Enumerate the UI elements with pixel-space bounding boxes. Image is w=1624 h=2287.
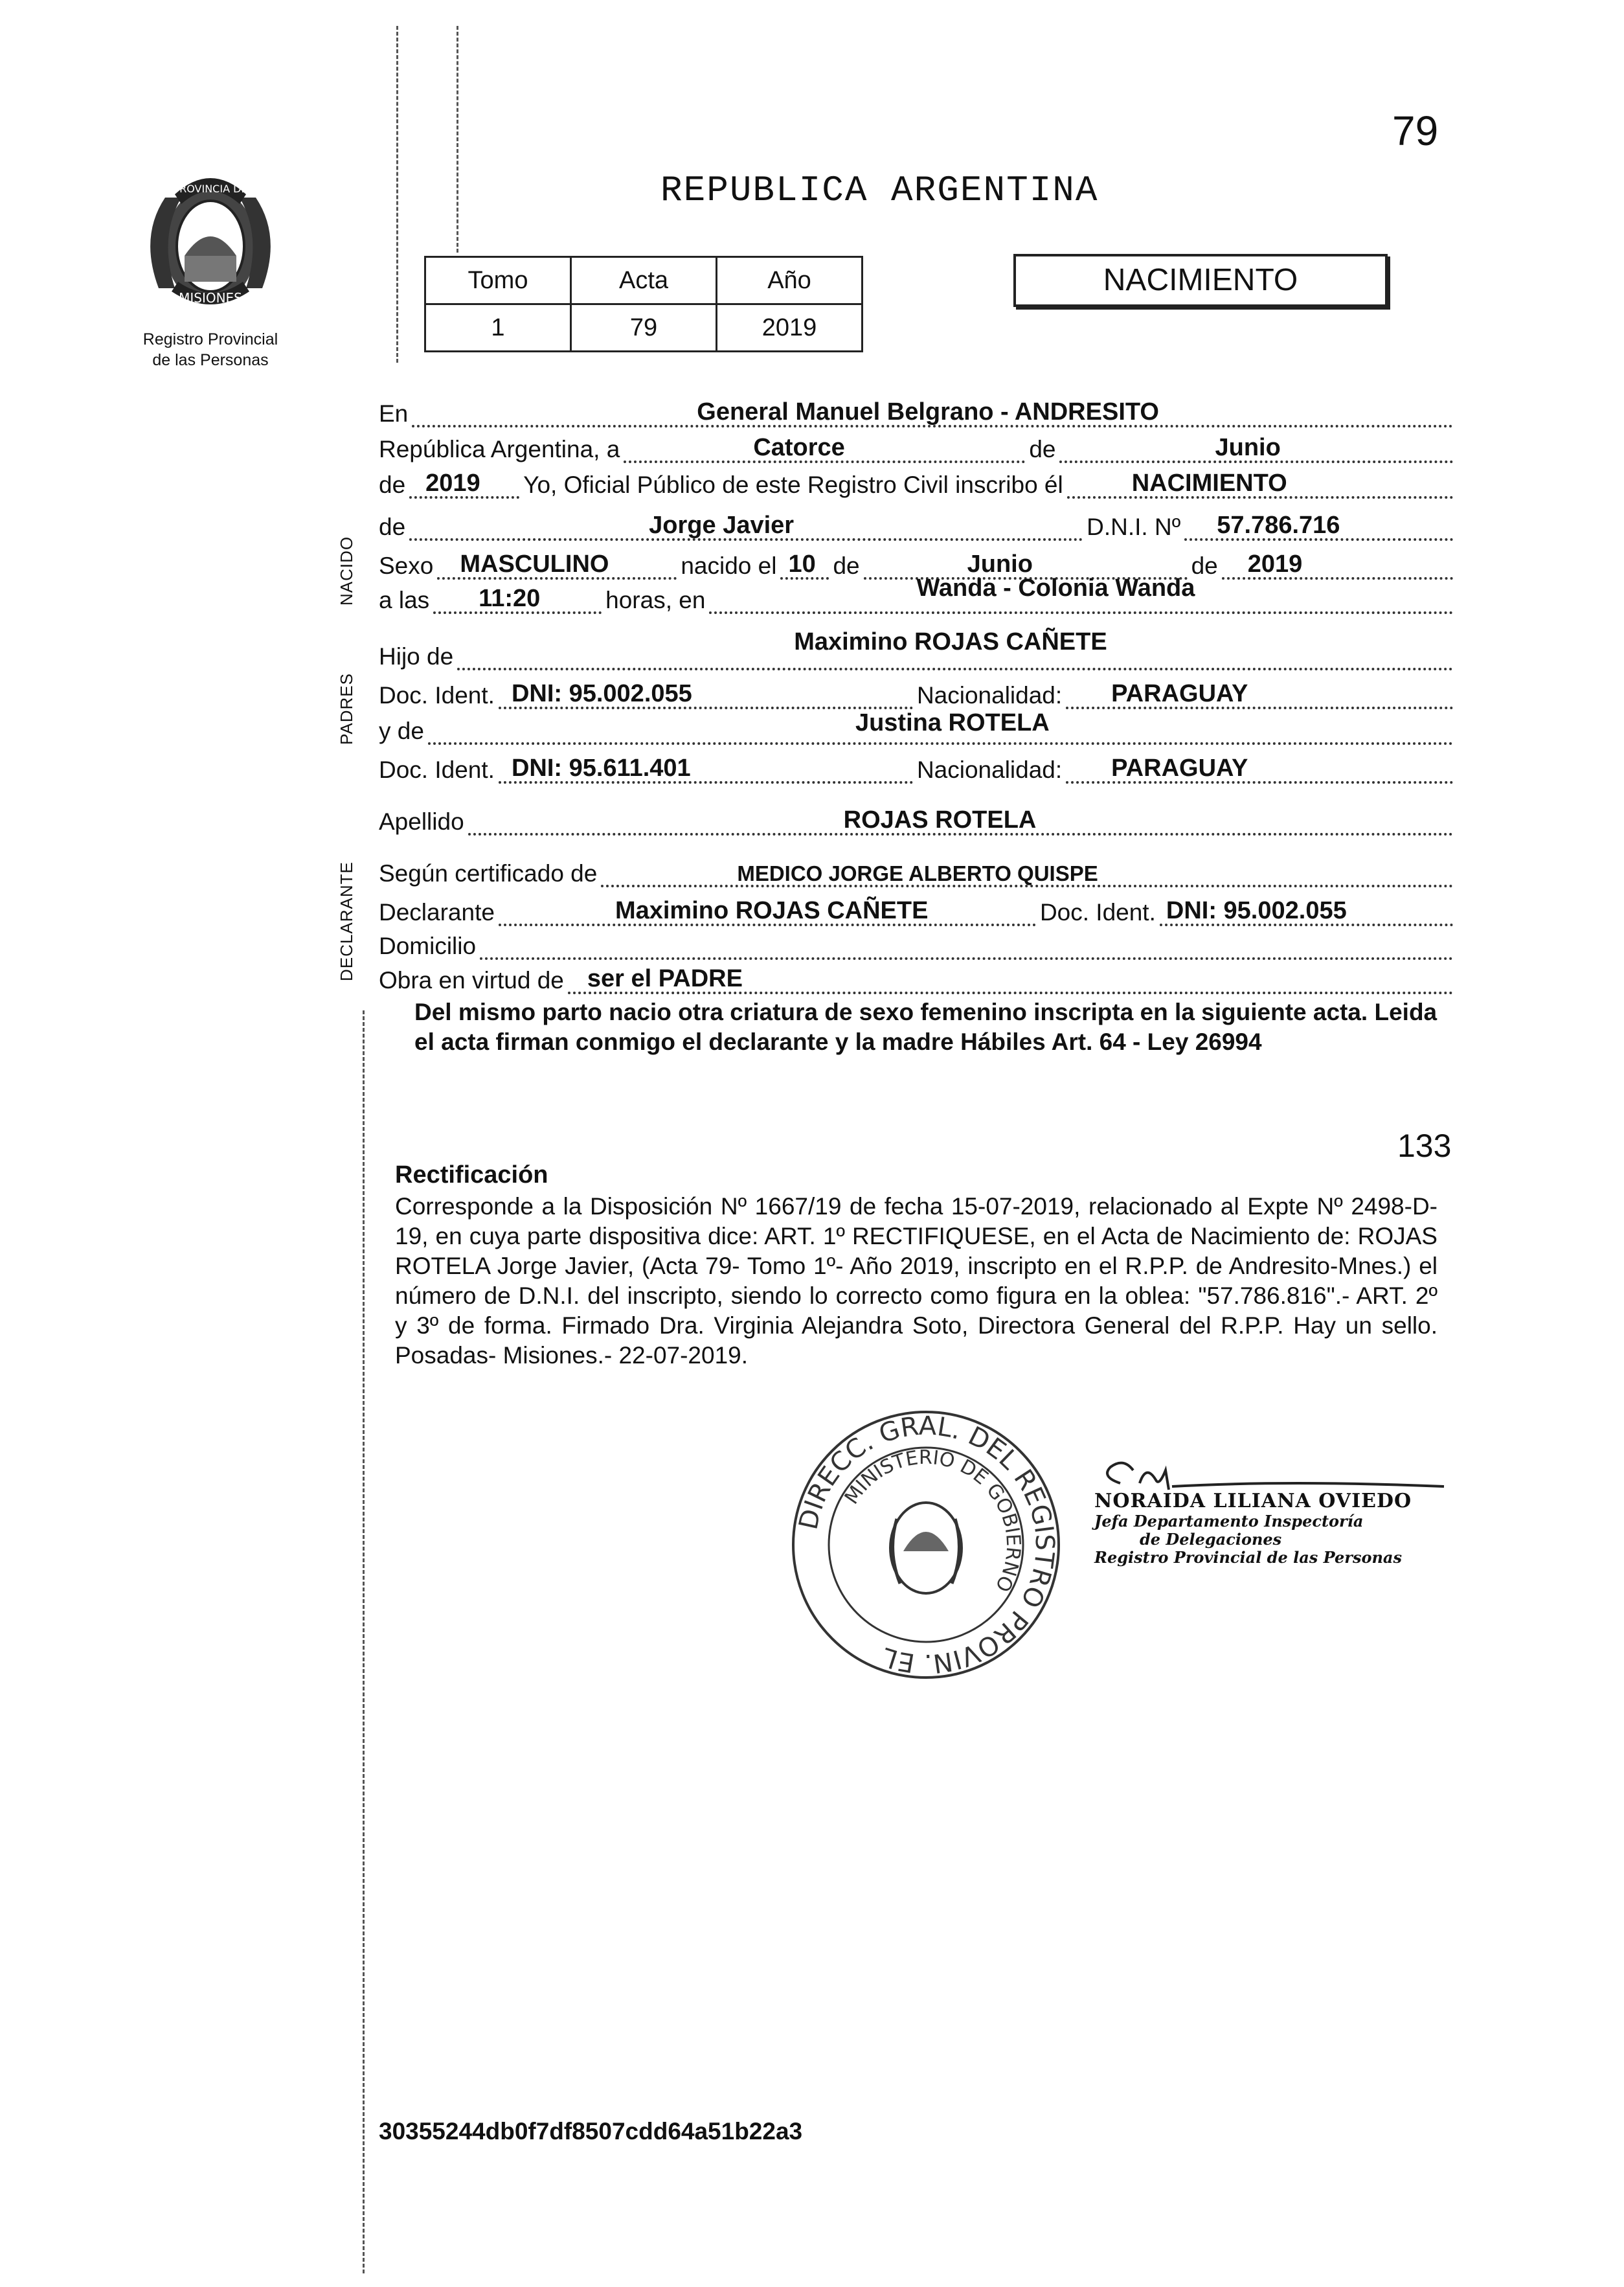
signer-name: NORAIDA LILIANA OVIEDO bbox=[1094, 1490, 1412, 1512]
field-name: Jorge Javier bbox=[649, 512, 795, 539]
field-certificado: MEDICO JORGE ALBERTO QUISPE bbox=[737, 861, 1098, 885]
side-label-padres: PADRES bbox=[337, 673, 356, 745]
row-declarante: Declarante Maximino ROJAS CAÑETE Doc. Ident. DNI: 95.002.055 bbox=[379, 894, 1457, 926]
svg-text:MISIONES: MISIONES bbox=[179, 290, 242, 306]
margin-line-left bbox=[363, 1010, 365, 2273]
field-obra: ser el PADRE bbox=[587, 965, 743, 992]
margin-line-top-2 bbox=[457, 26, 458, 253]
field-apellido: ROJAS ROTELA bbox=[843, 806, 1037, 834]
svg-text:PROVINCIA DE: PROVINCIA DE bbox=[173, 183, 248, 195]
rectification-number: 133 bbox=[1397, 1128, 1452, 1164]
field-birth-year: 2019 bbox=[1247, 551, 1303, 578]
row-fecha: República Argentina, a Catorce de Junio bbox=[379, 431, 1457, 463]
field-mother-nat: PARAGUAY bbox=[1111, 755, 1248, 782]
field-mother: Justina ROTELA bbox=[855, 709, 1050, 736]
side-label-declarante: DECLARANTE bbox=[337, 861, 356, 981]
logo-label: Registro Provincial de las Personas bbox=[142, 330, 278, 369]
coat-of-arms-icon bbox=[113, 159, 308, 321]
registry-table bbox=[424, 256, 863, 352]
field-father-nat: PARAGUAY bbox=[1111, 680, 1248, 707]
header-ano: Año bbox=[717, 257, 863, 304]
field-declarante: Maximino ROJAS CAÑETE bbox=[615, 897, 929, 924]
row-domicilio: Domicilio bbox=[379, 927, 1457, 960]
value-tomo: 1 bbox=[425, 304, 571, 352]
field-year: 2019 bbox=[425, 470, 480, 497]
row-hora: a las 11:20 horas, en Wanda - Colonia Wanda bbox=[379, 582, 1457, 614]
field-sexo: MASCULINO bbox=[460, 551, 609, 578]
field-birth-place: Wanda - Colonia Wanda bbox=[916, 575, 1195, 602]
row-segun: Según certificado de MEDICO JORGE ALBERTO QUISPE bbox=[379, 855, 1457, 887]
field-act-type: NACIMIENTO bbox=[1131, 470, 1287, 497]
page-title: REPUBLICA ARGENTINA bbox=[660, 170, 1099, 211]
field-mother-doc: DNI: 95.611.401 bbox=[511, 755, 691, 782]
page-number: 79 bbox=[1392, 108, 1439, 154]
signature-block bbox=[1094, 1490, 1431, 1567]
row-apellido: Apellido ROJAS ROTELA bbox=[379, 803, 1457, 836]
row-year: de 2019 Yo, Oficial Público de este Registro Civil inscribo él NACIMIENTO bbox=[379, 466, 1457, 499]
field-father-doc: DNI: 95.002.055 bbox=[511, 680, 692, 707]
row-sexo: Sexo MASCULINO nacido el 10 de Junio de 2019 bbox=[379, 547, 1457, 580]
field-dni: 57.786.716 bbox=[1217, 512, 1340, 539]
field-declarante-doc: DNI: 95.002.055 bbox=[1166, 897, 1347, 924]
row-hijo: Hijo de Maximino ROJAS CAÑETE bbox=[379, 638, 1457, 670]
row-en: En General Manuel Belgrano - ANDRESITO bbox=[379, 395, 1457, 427]
field-day-word: Catorce bbox=[753, 434, 845, 461]
header-acta: Acta bbox=[571, 257, 717, 304]
field-time: 11:20 bbox=[479, 585, 541, 612]
row-yde: y de Justina ROTELA bbox=[379, 712, 1457, 745]
field-month: Junio bbox=[1215, 434, 1281, 461]
field-place: General Manuel Belgrano - ANDRESITO bbox=[697, 398, 1159, 426]
signer-title: Jefa Departamento Inspectoría bbox=[1094, 1512, 1364, 1530]
row-name: de Jorge Javier D.N.I. Nº 57.786.716 bbox=[379, 508, 1457, 541]
header-tomo: Tomo bbox=[425, 257, 571, 304]
official-seal-icon bbox=[784, 1402, 1068, 1687]
row-obra: Obra en virtud de ser el PADRE bbox=[379, 962, 1457, 994]
document-hash: 30355244db0f7df8507cdd64a51b22a3 bbox=[379, 2118, 803, 2145]
value-acta: 79 bbox=[571, 304, 717, 352]
doc-type-box: NACIMIENTO bbox=[1013, 254, 1388, 307]
signer-org: Registro Provincial de las Personas bbox=[1094, 1548, 1402, 1567]
rectification-title: Rectificación bbox=[395, 1161, 548, 1189]
side-label-nacido: NACIDO bbox=[337, 536, 356, 606]
row-father-doc: Doc. Ident. DNI: 95.002.055 Nacionalidad: PARAGUAY bbox=[379, 677, 1457, 709]
rectification-body: Corresponde a la Disposición Nº 1667/19 de fecha 15-07-2019, relacionado al Expte Nº 2498-D-19, en cuya parte dispositiva dice: ART. 1º RECTIFIQUESE, en el Acta de Nacimiento de: ROJAS ROTELA Jorge Javier, (Acta 79- Tomo 1º- Año 2019, inscripto en el R.P.P. de Andresito-Mnes.) el número de D.N.I. del inscripto, siendo lo correcto como figura en la oblea: "57.786.816".- ART. 2º y 3º de forma. Firmado Dra. Virginia Alejandra Soto, Directora General del R.P.P. Hay un sello. Posadas- Misiones.- 22-07-2019. bbox=[395, 1193, 1438, 1369]
svg-text:MINISTERIO DE GOBIERNO: MINISTERIO DE GOBIERNO bbox=[840, 1446, 1025, 1596]
birth-note: Del mismo parto nacio otra criatura de sexo femenino inscripta en la siguiente acta. Leida el acta firman conmigo el declarante y la madre Hábiles Art. 64 - Ley 26994 bbox=[414, 999, 1438, 1055]
margin-line-top-1 bbox=[396, 26, 398, 363]
svg-text:DIRECC. GRAL. DEL REGISTRO PRO: DIRECC. GRAL. DEL REGISTRO PROVIN. EL bbox=[793, 1411, 1060, 1679]
value-ano: 2019 bbox=[717, 304, 863, 352]
row-mother-doc: Doc. Ident. DNI: 95.611.401 Nacionalidad: PARAGUAY bbox=[379, 751, 1457, 784]
field-father: Maximino ROJAS CAÑETE bbox=[794, 628, 1107, 655]
signer-dept: de Delegaciones bbox=[1140, 1530, 1282, 1549]
field-birth-month: Junio bbox=[967, 551, 1033, 578]
field-birth-day: 10 bbox=[788, 551, 816, 578]
registry-logo bbox=[113, 159, 308, 370]
